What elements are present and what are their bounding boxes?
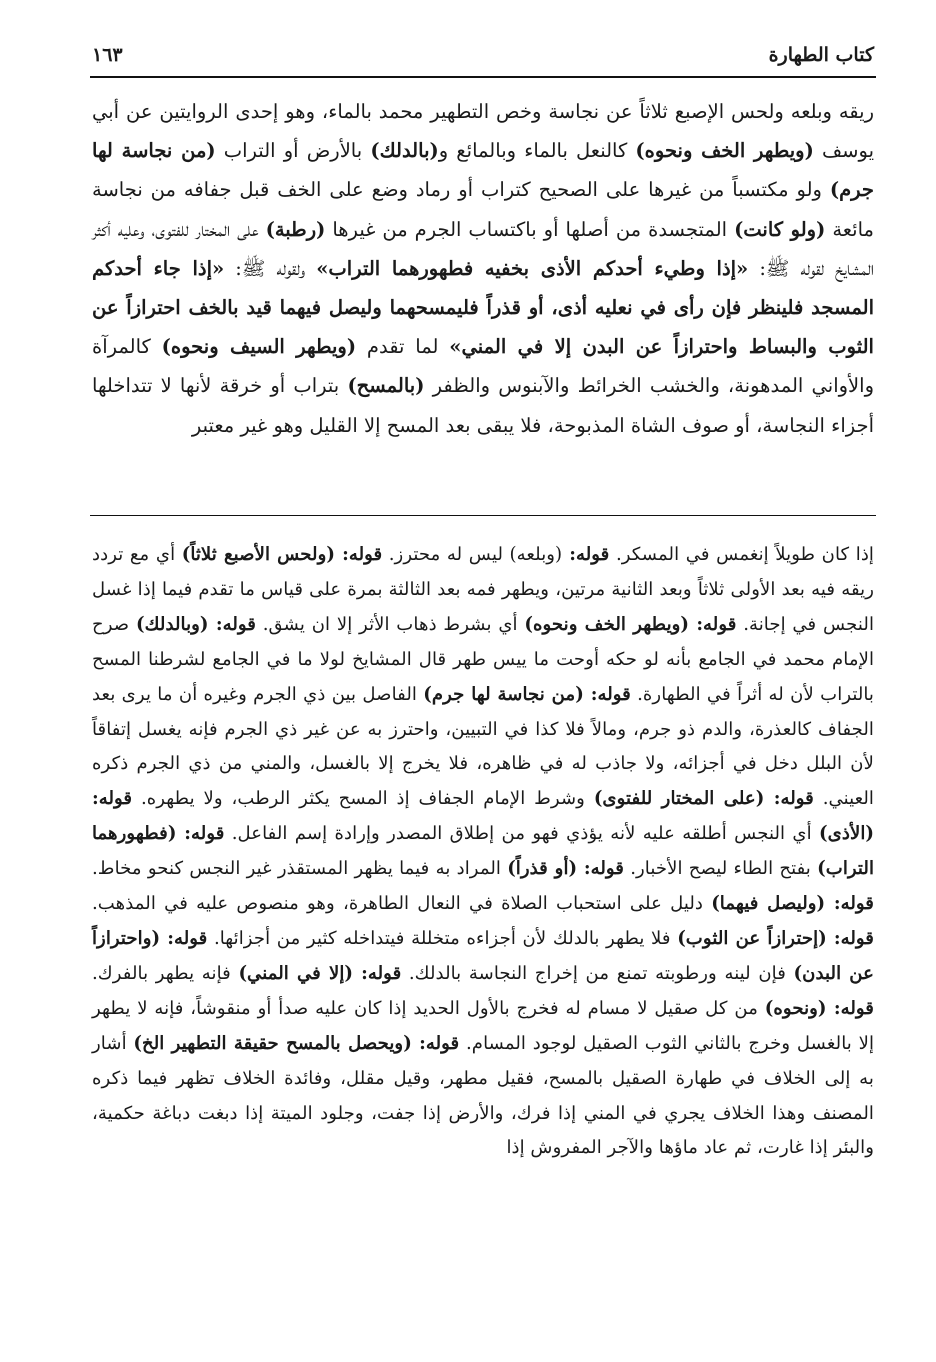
- main-bold-run: (رطبة): [265, 217, 326, 241]
- note-quoted-phrase: (إلا في المني): [238, 962, 354, 984]
- note-qawluhu-label: قوله:: [826, 927, 874, 949]
- main-text-run: كالمرآة والأواني المدهونة، والخشب الخرائط والآبنوس والظفر: [92, 335, 874, 398]
- note-text-run: أي النجس أطلقه عليه لأنه يؤذي فهو من إطلاق المصدر وإرادة إسم الفاعل.: [224, 823, 820, 845]
- note-text-run: المراد به فيما يظهر المستقذر غير النجس كنحو مخاط.: [92, 858, 508, 880]
- note-text-run: فلا يطهر بالدلك لأن أجزاءه متخللة فيتداخله كثير من أجزائها.: [207, 927, 678, 949]
- running-title: كتاب الطهارة: [768, 44, 874, 66]
- note-text-run: أي مع تردد ريقه فيه بعد الأولى ثلاثاً وبعد الثانية مرتين، ويطهر فمه بعد الثالثة بمرة على قياس ما تقدم فيما إذا غسل النجس في إجانة.: [92, 544, 874, 635]
- main-text-run: المتجسدة من أصلها أو باكتساب الجرم من غيرها: [325, 217, 735, 241]
- note-qawluhu-label: قوله:: [334, 544, 383, 565]
- main-bold-run: (من نجاسة لها جرم): [92, 139, 874, 202]
- note-quoted-phrase: (ونحوه): [764, 997, 827, 1019]
- note-text-run: أي بشرط ذهاب الأثر إلا ان يشق.: [255, 613, 525, 635]
- note-text-run: دليل على استحباب الصلاة في النعال الطاهرة، وهو منصوص عليه في المذهب.: [92, 893, 712, 915]
- note-text-run: فإنه يطهر بالفرك.: [92, 962, 239, 984]
- note-text-run: فإن لينه ورطوبته تمنع من إخراج النجاسة بالدلك.: [401, 962, 794, 984]
- note-quoted-phrase: (واحترازاً عن البدن): [92, 927, 874, 984]
- footnote-divider: [90, 515, 876, 516]
- note-quoted-phrase: (وليصل فيهما): [711, 893, 826, 915]
- note-quoted-phrase: (الأذى): [819, 823, 874, 845]
- note-quoted-phrase: (ويطهر الخف ونحوه): [524, 613, 690, 635]
- note-qawluhu-label: قوله:: [583, 683, 631, 705]
- note-qawluhu-label: قوله:: [826, 997, 874, 1019]
- note-qawluhu-label: قوله:: [689, 613, 737, 635]
- commentary-paragraph: [92, 538, 874, 1166]
- note-quoted-phrase: (على المختار للفتوى): [593, 788, 765, 810]
- main-bold-run: (ولو كانت): [734, 217, 826, 241]
- note-qawluhu-label: قوله:: [764, 788, 814, 810]
- note-qawluhu-label: قوله:: [92, 788, 133, 810]
- note-qawluhu-label: قوله:: [577, 858, 624, 880]
- main-text-run: ولقوله ﷺ:: [224, 256, 317, 280]
- main-bold-run: (بالمسح): [347, 374, 425, 398]
- note-qawluhu-label: قوله:: [160, 927, 208, 949]
- main-text-run: ولو مكتسباً من غيرها على الصحيح كتراب أو رماد وضع على الخف قبل جفافه من نجاسة مائعة: [92, 178, 874, 241]
- note-text-run: صرح الإمام محمد في الجامع بأنه لو حكه أوحت ما ييس طهر قال المشايخ لولا ما في الجامع لشرطنا المسح بالتراب لأن له أثراً في الطهارة.: [92, 613, 874, 705]
- note-qawluhu-label: قوله:: [353, 962, 402, 984]
- page-header: [92, 30, 874, 66]
- note-quoted-phrase: (وبالدلك): [135, 613, 209, 635]
- note-qawluhu-label: قوله:: [411, 1032, 460, 1054]
- main-bold-run: «إذا وطيء أحدكم الأذى بخفيه فطهورهما التراب»: [316, 256, 749, 280]
- note-quoted-phrase: (ويحصل بالمسح حقيقة التطهير الخ): [133, 1032, 412, 1054]
- note-qawluhu-label: قوله:: [825, 893, 874, 915]
- main-text-run: بالأرض أو التراب: [215, 139, 371, 163]
- note-text-run: وشرط الإمام الجفاف إذ المسح يكثر الرطب، ولا يطهره.: [132, 788, 594, 810]
- note-text-run: أشار به إلى الخلاف في طهارة الصقيل بالمسح، فقيل مطهر، وقيل مقلل، وفائدة الخلاف تظهر فيما ذكره المصنف وهذا الخلاف يجري في المني إذا فرك، والأرض إذا جفت، وجلود الميتة إذا دبغت دباغة حكمية، والبئر إذا غارت، ثم عاد ماؤها والآجر المفروش إذا: [92, 1032, 874, 1159]
- main-text-run: كالنعل بالماء وبالمائع و: [438, 139, 636, 163]
- note-text-run: الفاصل بين ذي الجرم وغيره أن ما يرى بعد الجفاف كالعذرة، والدم ذو جرم، ومالاً فلا كذا في التبيين، واحترز به عن غير ذي الجرم فإنه يغسل إتفاقاً لأن البلل دخل في أجزائه، ولا جاذب له في ظاهره، فلا يخرج إلا بالغسل، والمني من ذي الجرم ذكره العيني.: [92, 683, 874, 810]
- main-text-block: [92, 92, 874, 502]
- note-quoted-phrase: (من نجاسة لها جرم): [423, 683, 584, 705]
- note-qawluhu-label: قوله:: [176, 823, 225, 845]
- commentary-block: [92, 538, 874, 1298]
- note-quoted-phrase: (إحترازاً عن الثوب): [677, 927, 827, 949]
- main-text-run: لما تقدم: [356, 335, 450, 359]
- header-rule: [90, 76, 876, 78]
- note-text-run: (وبلعه) ليس له محترز.: [382, 544, 563, 565]
- main-bold-run: (بالدلك): [370, 139, 439, 163]
- main-bold-run: (ويطهر السيف ونحوه): [161, 335, 357, 359]
- note-qawluhu-label: قوله:: [208, 613, 256, 635]
- note-quoted-phrase: (فطهورهما التراب): [92, 823, 874, 880]
- main-bold-run: «إذا جاء أحدكم المسجد فلينظر فإن رأى في نعليه أذى، أو قذراً فليمسحهما وليصل فيهما قيد بالخف احترازاً عن الثوب والبساط واحترازاً عن البدن إلا في المني»: [92, 256, 874, 359]
- main-text-run: على المختار للفتوى، وعليه أكثر المشايخ لقوله ﷺ:: [92, 217, 875, 280]
- note-text-run: بفتح الطاء ليصح الأخبار.: [624, 858, 818, 880]
- note-quoted-phrase: (ولحس الأصبع ثلاثاً): [181, 544, 335, 565]
- main-text-run: ريقه وبلعه ولحس الإصبع ثلاثاً عن نجاسة وخص التطهير محمد بالماء، وهو إحدى الروايتين عن أبي يوسف: [92, 100, 874, 163]
- page-number: ١٦٣: [92, 44, 123, 66]
- note-quoted-phrase: (أو قذراً): [507, 858, 578, 880]
- main-bold-run: (ويطهر الخف ونحوه): [635, 139, 814, 163]
- note-text-run: إذا كان طويلاً إنغمس في المسكر.: [609, 544, 874, 565]
- main-text-run: بتراب أو خرقة لأنها لا تتداخلها أجزاء النجاسة، أو صوف الشاة المذبوحة، فلا يبقى بعد المسح إلا القليل وهو غير معتبر: [92, 374, 874, 437]
- main-paragraph: [92, 92, 874, 445]
- note-qawluhu-label: قوله:: [562, 544, 610, 565]
- note-text-run: من كل صقيل لا مسام له فخرج بالأول الحديد إذا كان عليه صدأ أو منقوشاً، فإنه لا يطهر إلا بالغسل وخرج بالثاني الثوب الصقيل لوجود المسام.: [92, 997, 875, 1054]
